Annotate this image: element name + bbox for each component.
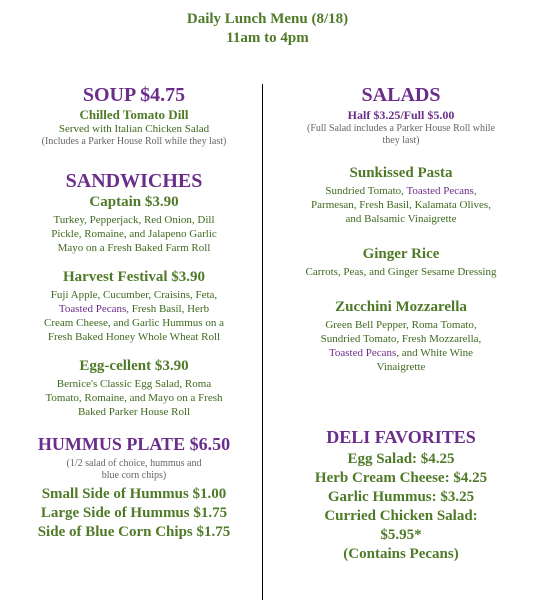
soup-title: SOUP $4.75 (82, 84, 186, 106)
sandwich-item (14, 358, 254, 419)
desc-text: , and White Wine (396, 347, 474, 359)
soup-name: Chilled Tomato Dill (79, 107, 189, 122)
salad-name: Sunkissed Pasta (349, 165, 453, 181)
salad-item (270, 165, 532, 226)
deli-items (270, 450, 532, 564)
highlight-ingredient: Toasted Pecans (406, 185, 474, 197)
right-column (270, 84, 532, 564)
sandwich-item (14, 194, 254, 255)
desc-text: Sundried Tomato, (325, 185, 407, 197)
soup-section (14, 84, 254, 148)
sandwiches-title: SANDWICHES (65, 170, 203, 192)
sandwich-item (14, 269, 254, 344)
salad-desc (270, 265, 532, 279)
sandwich-desc (14, 288, 254, 344)
desc-line: Cream Cheese, and Garlic Hummus on a (44, 317, 224, 329)
deli-title: DELI FAVORITES (326, 427, 476, 447)
desc-text: , Fresh Basil, Herb (126, 303, 210, 315)
desc-text: , (473, 185, 477, 197)
desc-line: Turkey, Pepperjack, Red Onion, Dill (53, 214, 215, 226)
desc-line: Fresh Baked Honey Whole Wheat Roll (47, 331, 221, 343)
hummus-side: Large Side of Hummus $1.75 (40, 505, 228, 521)
deli-footnote: (Contains Pecans) (343, 546, 459, 562)
deli-item: Garlic Hummus: $3.25 (327, 489, 475, 505)
sandwich-name: Captain $3.90 (89, 194, 179, 210)
sandwiches-section (14, 170, 254, 419)
sandwich-desc (14, 213, 254, 255)
desc-line: Carrots, Peas, and Ginger Sesame Dressing (305, 266, 497, 278)
desc-line (270, 184, 532, 198)
highlight-ingredient: Toasted Pecans (58, 303, 127, 315)
deli-section (270, 426, 532, 564)
desc-line (270, 346, 532, 360)
deli-item: Herb Cream Cheese: $4.25 (314, 470, 488, 486)
sandwich-desc (14, 377, 254, 419)
desc-line: Tomato, Romaine, and Mayo on a Fresh (45, 392, 223, 404)
sandwich-name: Egg-cellent $3.90 (79, 358, 189, 374)
salads-title: SALADS (361, 84, 441, 106)
menu-header (0, 10, 535, 48)
salads-note (270, 123, 532, 147)
soup-note: (Includes a Parker House Roll while they last) (41, 136, 227, 147)
sandwich-name: Harvest Festival $3.90 (62, 269, 206, 285)
column-divider (262, 84, 263, 600)
desc-line: Parmesan, Fresh Basil, Kalamata Olives, (311, 199, 491, 211)
desc-line: Pickle, Romaine, and Jalapeno Garlic (51, 228, 217, 240)
hummus-section (14, 433, 254, 542)
note-line: blue corn chips) (101, 470, 167, 481)
deli-item: Curried Chicken Salad: (324, 508, 478, 524)
deli-item: Egg Salad: $4.25 (347, 451, 455, 467)
desc-line: Green Bell Pepper, Roma Tomato, (325, 319, 477, 331)
hummus-sides (14, 485, 254, 542)
desc-line: Fuji Apple, Cucumber, Craisins, Feta, (50, 289, 218, 301)
desc-line: Baked Parker House Roll (77, 406, 191, 418)
note-line: (1/2 salad of choice, hummus and (66, 458, 202, 469)
salad-item (270, 299, 532, 374)
note-line: they last) (382, 135, 420, 146)
highlight-ingredient: Toasted Pecans (328, 347, 397, 359)
desc-line: Vinaigrette (376, 361, 426, 373)
note-line: (Full Salad includes a Parker House Roll while (306, 123, 496, 134)
desc-line: Mayo on a Fresh Baked Farm Roll (57, 242, 211, 254)
hummus-side: Small Side of Hummus $1.00 (41, 486, 227, 502)
salad-desc (270, 184, 532, 226)
menu-hours: 11am to 4pm (226, 30, 309, 46)
desc-line: Sundried Tomato, Fresh Mozzarella, (320, 333, 482, 345)
salad-item (270, 246, 532, 279)
salad-name: Zucchini Mozzarella (335, 299, 467, 315)
salad-desc (270, 318, 532, 374)
hummus-side: Side of Blue Corn Chips $1.75 (37, 524, 231, 540)
desc-line: and Balsamic Vinaigrette (345, 213, 457, 225)
desc-line: Bernice's Classic Egg Salad, Roma (56, 378, 212, 390)
hummus-note (14, 458, 254, 482)
soup-desc: Served with Italian Chicken Salad (58, 123, 210, 135)
desc-line (14, 302, 254, 316)
menu-title: Daily Lunch Menu (8/18) (186, 11, 349, 27)
salad-name: Ginger Rice (362, 246, 440, 262)
salads-section (270, 84, 532, 374)
salads-price: Half $3.25/Full $5.00 (347, 108, 455, 122)
hummus-title: HUMMUS PLATE $6.50 (37, 434, 231, 454)
deli-item: $5.95* (380, 527, 422, 543)
left-column (14, 84, 254, 542)
